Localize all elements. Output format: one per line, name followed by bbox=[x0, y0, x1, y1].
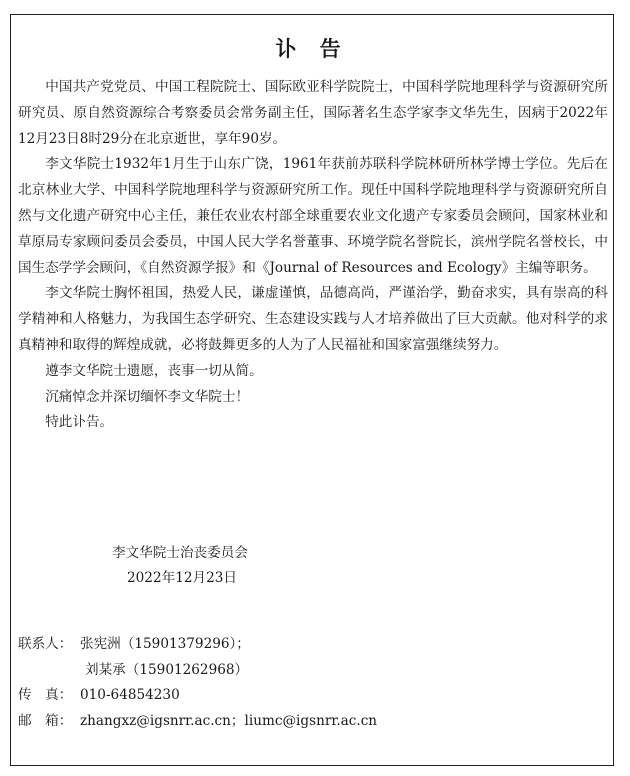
email-label: 邮 箱： bbox=[18, 712, 73, 729]
paragraph-intro: 中国共产党党员、中国工程院院士、国际欧亚科学院院士，中国科学院地理科学与资源研究所研究员、原自然资源综合考察委员会常务副主任，国际著名生态学家李文华先生，因病于2022年12月23日8时29分在北京逝世，享年90岁。 bbox=[18, 79, 608, 147]
signature-block bbox=[11, 541, 361, 591]
email-row bbox=[18, 709, 608, 735]
obituary-frame bbox=[10, 14, 614, 766]
signature-date: 2022年12月23日 bbox=[127, 570, 237, 586]
paragraph-funeral-wish: 遵李文华院士遗愿，丧事一切从简。 bbox=[45, 362, 263, 379]
contact-person-2: 刘某承（15901262968） bbox=[85, 661, 249, 678]
contact-block bbox=[18, 632, 608, 734]
contact-row-1 bbox=[18, 632, 608, 658]
committee-name: 李文华院士治丧委员会 bbox=[112, 545, 248, 561]
paragraph-biography: 李文华院士1932年1月生于山东广饶，1961年获前苏联科学院林研所林学博士学位。先后在北京林业大学、中国科学院地理科学与资源研究所工作。现任中国科学院地理科学与资源研究所自然与文化遗产研究中心主任，兼任农业农村部全球重要农业文化遗产专家委员会顾问，国家林业和草原局专家顾问委员会委员，中国人民大学名誉董事、环境学院名誉院长，滨州学院名誉校长，中国生态学学会顾问，《自然资源学报》和《Journal of Resources and Ecology》主编等职务。 bbox=[18, 156, 608, 276]
paragraph-tribute: 李文华院士胸怀祖国，热爱人民，谦虚谨慎，品德高尚，严谨治学，勤奋求实，具有崇高的科学精神和人格魅力，为我国生态学研究、生态建设实践与人才培养做出了巨大贡献。他对科学的求真精神和取得的辉煌成就，必将鼓舞更多的人为了人民福祉和国家富强继续努力。 bbox=[18, 285, 608, 353]
paragraph-closing: 特此讣告。 bbox=[45, 414, 114, 431]
fax-row bbox=[18, 683, 608, 709]
contact-label: 联系人： bbox=[18, 636, 73, 652]
contact-person-1: 张宪洲（15901379296）； bbox=[80, 636, 250, 652]
fax-label: 传 真： bbox=[18, 687, 73, 704]
obituary-body bbox=[18, 75, 608, 436]
email-addresses: zhangxz@igsnrr.ac.cn；liumc@igsnrr.ac.cn bbox=[80, 712, 378, 729]
contact-row-2 bbox=[18, 658, 608, 684]
page-title: 讣 告 bbox=[275, 36, 349, 61]
paragraph-mourning: 沉痛悼念并深切缅怀李文华院士！ bbox=[45, 388, 250, 405]
fax-number: 010-64854230 bbox=[80, 687, 180, 704]
